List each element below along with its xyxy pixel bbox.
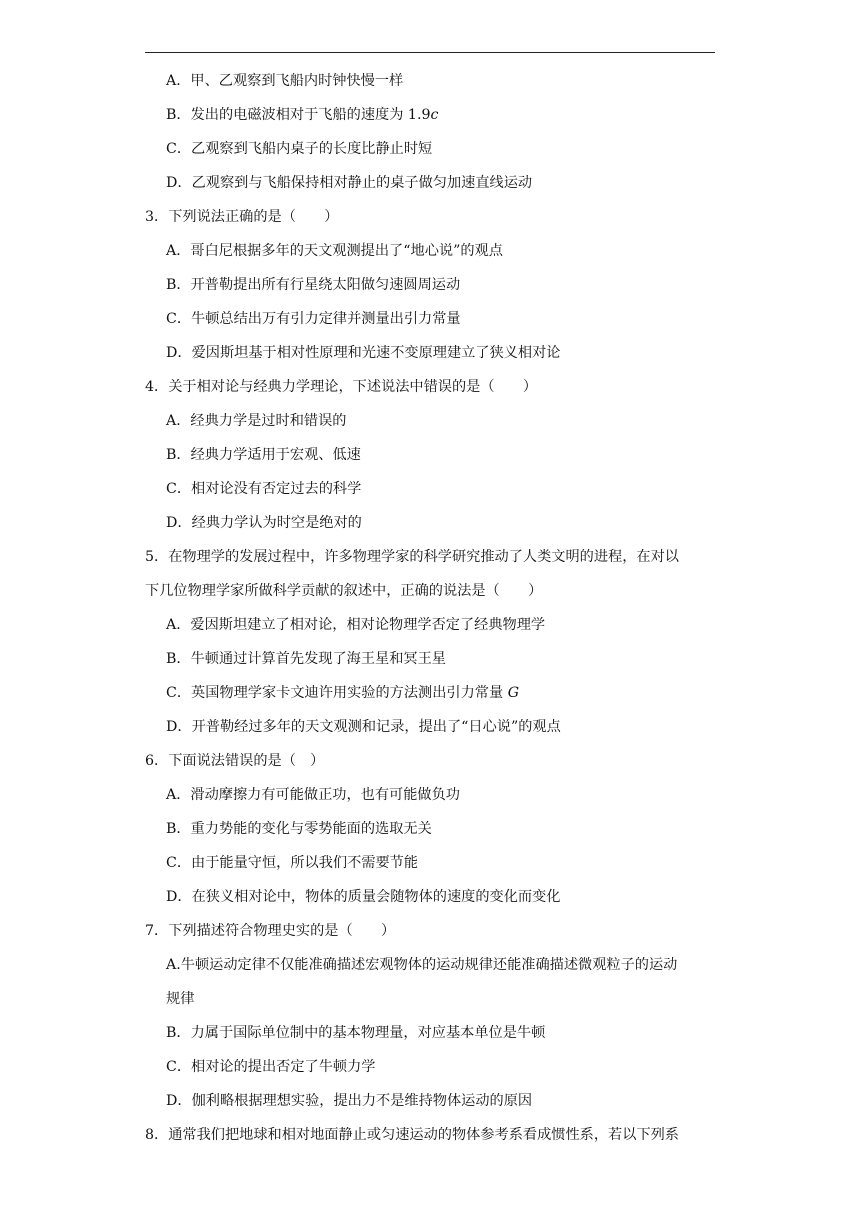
option-line: A．甲、乙观察到飞船内时钟快慢一样 [166, 73, 404, 89]
option-line: B．开普勒提出所有行星绕太阳做匀速圆周运动 [166, 277, 461, 293]
italic-symbol: G [507, 685, 520, 701]
option-line: C．英国物理学家卡文迪许用实验的方法测出引力常量 G [166, 685, 520, 701]
option-line: D．在狭义相对论中，物体的质量会随物体的速度的变化而变化 [166, 889, 561, 905]
question-line: 下几位物理学家所做科学贡献的叙述中，正确的说法是（ ） [145, 583, 543, 599]
option-line: A.牛顿运动定律不仅能准确描述宏观物体的运动规律还能准确描述微观粒子的运动 [166, 957, 678, 973]
question-line: 4．关于相对论与经典力学理论，下述说法中错误的是（ ） [145, 379, 538, 395]
option-line: A．爱因斯坦建立了相对论，相对论物理学否定了经典物理学 [166, 617, 546, 633]
option-line: 规律 [166, 991, 195, 1007]
question-line: 8．通常我们把地球和相对地面静止或匀速运动的物体参考系看成惯性系，若以下列系 [145, 1127, 679, 1143]
option-line: C．牛顿总结出万有引力定律并测量出引力常量 [166, 311, 461, 327]
option-line: D．伽利略根据理想实验，提出力不是维持物体运动的原因 [166, 1093, 533, 1109]
option-line: C．相对论没有否定过去的科学 [166, 481, 362, 497]
italic-symbol: c [430, 107, 439, 123]
option-line: D．爱因斯坦基于相对性原理和光速不变原理建立了狭义相对论 [166, 345, 561, 361]
option-line: B．经典力学适用于宏观、低速 [166, 447, 361, 463]
header-rule [145, 52, 715, 53]
option-line: D．开普勒经过多年的天文观测和记录，提出了“日心说”的观点 [166, 719, 561, 735]
option-line: B．牛顿通过计算首先发现了海王星和冥王星 [166, 651, 446, 667]
option-line: A．经典力学是过时和错误的 [166, 413, 347, 429]
question-line: 7．下列描述符合物理史实的是（ ） [145, 923, 396, 939]
option-line: A．滑动摩擦力有可能做正功，也有可能做负功 [166, 787, 460, 803]
option-line: C．乙观察到飞船内桌子的长度比静止时短 [166, 141, 433, 157]
option-line: B．发出的电磁波相对于飞船的速度为 1.9c [166, 107, 439, 123]
question-line: 3．下列说法正确的是（ ） [145, 209, 339, 225]
option-line: B．重力势能的变化与零势能面的选取无关 [166, 821, 432, 837]
option-line: C．相对论的提出否定了牛顿力学 [166, 1059, 376, 1075]
option-line: A．哥白尼根据多年的天文观测提出了“地心说”的观点 [166, 243, 503, 259]
question-line: 6．下面说法错误的是（ ） [145, 753, 325, 769]
document-body [145, 64, 720, 1152]
option-line: D．乙观察到与飞船保持相对静止的桌子做匀加速直线运动 [166, 175, 533, 191]
option-line: D．经典力学认为时空是绝对的 [166, 515, 362, 531]
question-line: 5．在物理学的发展过程中，许多物理学家的科学研究推动了人类文明的进程，在对以 [145, 549, 679, 565]
option-line: C．由于能量守恒，所以我们不需要节能 [166, 855, 419, 871]
option-line: B．力属于国际单位制中的基本物理量，对应基本单位是牛顿 [166, 1025, 546, 1041]
